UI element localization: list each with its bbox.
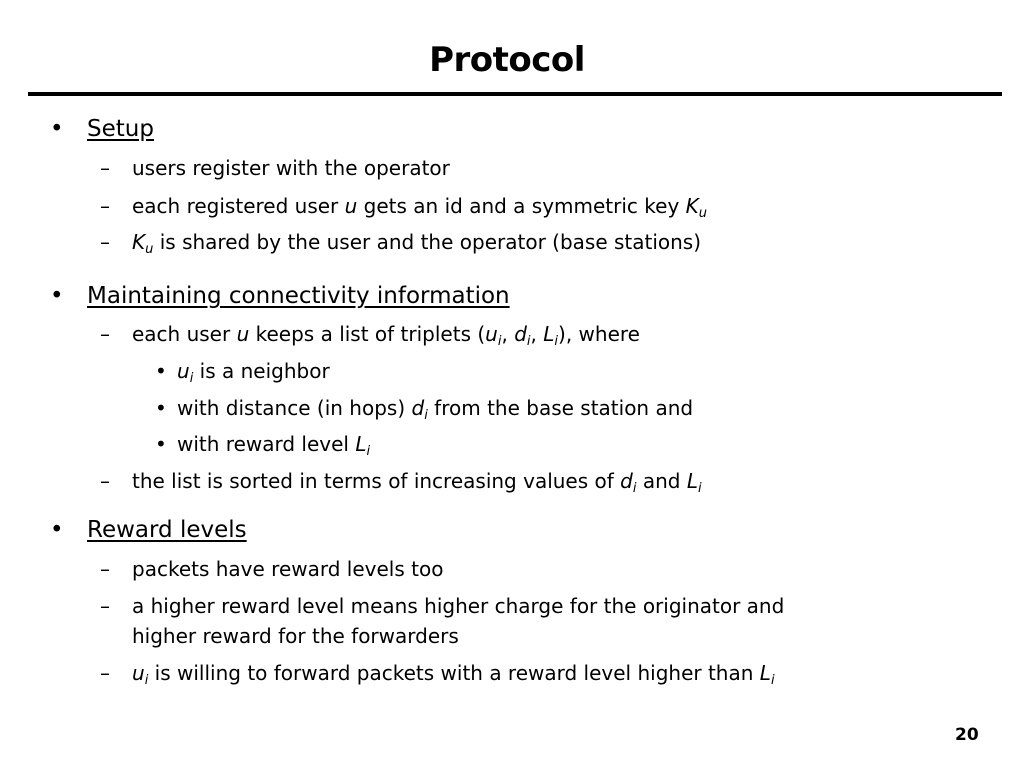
math-variable: u — [344, 194, 358, 218]
math-subscript: u — [145, 242, 154, 257]
math-variable: d — [620, 469, 633, 493]
math-subscript: u — [698, 206, 708, 221]
math-variable: u — [236, 322, 250, 346]
item-text: with reward level — [177, 432, 356, 456]
dash-icon: – — [100, 156, 110, 180]
item-text: keeps a list of triplets ( — [249, 322, 486, 346]
dash-icon: – — [100, 557, 110, 581]
bullet-icon: • — [155, 432, 167, 456]
item-text: users register with the operator — [132, 156, 450, 180]
item-text: each registered user — [132, 194, 345, 218]
list-item — [100, 557, 444, 581]
list-item — [100, 194, 708, 221]
item-text: packets have reward levels too — [132, 557, 444, 581]
list-item — [155, 432, 371, 459]
bullet-icon: • — [50, 517, 64, 543]
list-item — [100, 469, 702, 496]
list-item — [155, 396, 694, 423]
title-divider — [28, 92, 1002, 96]
item-text: , — [501, 322, 515, 346]
list-item-continuation — [132, 624, 459, 648]
dash-icon: – — [100, 594, 110, 618]
section-heading-text: Setup — [87, 116, 154, 142]
item-text: from the base station and — [427, 396, 694, 420]
item-text: , — [530, 322, 544, 346]
item-text: a higher reward level means higher charge for the originator and — [132, 594, 785, 618]
item-text: and — [636, 469, 687, 493]
item-text: is willing to forward packets with a reward level higher than — [148, 661, 760, 685]
item-text: is shared by the user and the operator (base stations) — [153, 230, 702, 254]
dash-icon: – — [100, 322, 110, 346]
dash-icon: – — [100, 661, 110, 685]
math-subscript: i — [632, 481, 637, 496]
math-variable: u — [485, 322, 498, 346]
list-item — [100, 661, 775, 688]
math-variable: L — [543, 322, 555, 346]
page-number: 20 — [955, 725, 979, 745]
item-text: each user — [132, 322, 237, 346]
list-item — [100, 594, 785, 618]
list-item — [100, 322, 640, 349]
math-variable: u — [177, 359, 190, 383]
math-variable: L — [759, 661, 771, 685]
item-text: is a neighbor — [193, 359, 330, 383]
bullet-icon: • — [50, 116, 64, 142]
bullet-icon: • — [50, 283, 64, 309]
dash-icon: – — [100, 194, 110, 218]
math-variable: L — [686, 469, 698, 493]
list-item — [100, 230, 702, 257]
bullet-icon: • — [155, 359, 167, 383]
item-text: gets an id and a symmetric key — [357, 194, 686, 218]
slide-title: Protocol — [429, 40, 585, 80]
math-variable: K — [685, 194, 699, 218]
math-subscript: i — [697, 481, 702, 496]
math-variable: d — [411, 396, 425, 420]
math-variable: L — [355, 432, 367, 456]
section-heading-text: Reward levels — [87, 517, 247, 543]
dash-icon: – — [100, 230, 110, 254]
section-heading-connectivity — [50, 283, 510, 309]
item-text: higher reward for the forwarders — [132, 624, 459, 648]
math-subscript: i — [366, 444, 371, 459]
math-subscript: i — [189, 371, 194, 386]
math-subscript: i — [497, 334, 502, 349]
math-subscript: i — [526, 334, 531, 349]
dash-icon: – — [100, 469, 110, 493]
math-subscript: i — [144, 673, 149, 688]
math-variable: d — [514, 322, 527, 346]
section-heading-setup — [50, 116, 154, 142]
item-text: ), where — [558, 322, 640, 346]
math-subscript: i — [554, 334, 559, 349]
bullet-icon: • — [155, 396, 167, 420]
item-text: the list is sorted in terms of increasing values of — [132, 469, 621, 493]
math-subscript: i — [424, 408, 428, 423]
math-variable: K — [132, 230, 146, 254]
math-subscript: i — [770, 673, 775, 688]
list-item — [100, 156, 450, 180]
section-heading-reward-levels — [50, 517, 247, 543]
math-variable: u — [132, 661, 145, 685]
section-heading-text: Maintaining connectivity information — [87, 283, 510, 309]
item-text: with distance (in hops) — [177, 396, 412, 420]
list-item — [155, 359, 330, 386]
